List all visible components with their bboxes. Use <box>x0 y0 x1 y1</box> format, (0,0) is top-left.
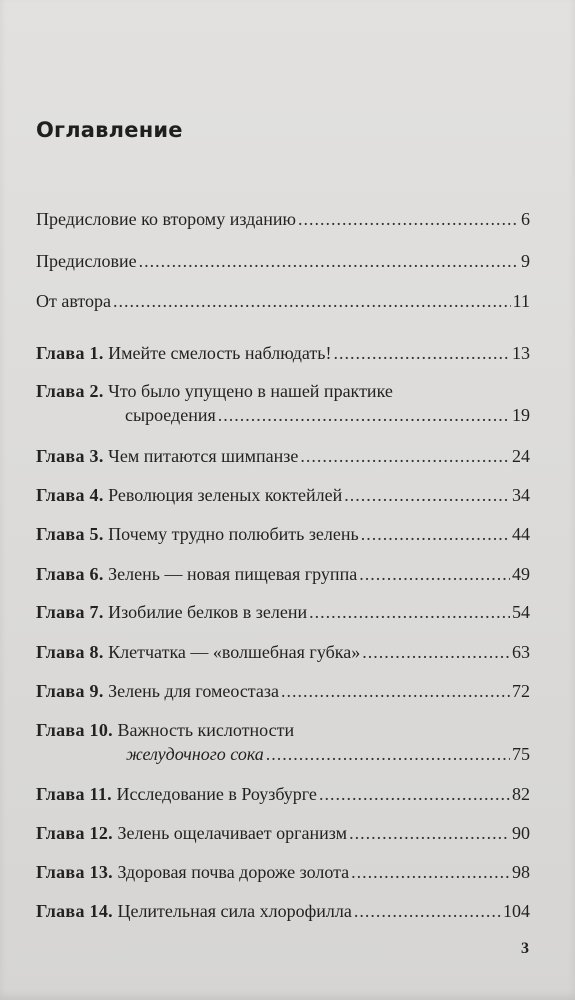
chapter-title: Что было упущено в нашей практике <box>108 381 393 401</box>
page-number: 3 <box>521 940 529 957</box>
toc-entry-text: От автора <box>36 291 112 311</box>
chapter-title: Зелень для гомеостаза <box>108 681 279 701</box>
toc-entry-chapter-12 <box>36 822 530 844</box>
chapter-title: Чем питаются шимпанзе <box>108 446 299 466</box>
toc-leader-dots <box>281 680 510 702</box>
chapter-label: Глава 14. <box>36 901 113 921</box>
toc-leader-dots <box>349 822 510 844</box>
chapter-label: Глава 9. <box>36 681 104 701</box>
chapter-title: Здоровая почва дороже золота <box>117 862 350 882</box>
chapter-label: Глава 1. <box>36 343 104 363</box>
toc-entry-page: 98 <box>512 862 530 882</box>
toc-leader-dots <box>362 641 510 663</box>
toc-entry-page: 34 <box>512 485 530 505</box>
toc-entry-page: 90 <box>512 823 530 843</box>
chapter-title: Имейте смелость наблюдать! <box>108 343 332 363</box>
chapter-title: Клетчатка — «волшебная губка» <box>108 642 361 662</box>
toc-entry-chapter-4 <box>36 484 530 506</box>
toc-entry-page: 82 <box>512 784 530 804</box>
page-title: Оглавление <box>36 118 183 142</box>
toc-entry-chapter-6 <box>36 563 530 585</box>
toc-leader-dots <box>344 484 510 506</box>
toc-leader-dots <box>309 601 510 623</box>
chapter-label: Глава 5. <box>36 524 104 544</box>
toc-entry-page: 11 <box>512 291 530 311</box>
chapter-label: Глава 12. <box>36 823 113 843</box>
toc-leader-dots <box>266 743 510 765</box>
chapter-label: Глава 2. <box>36 381 104 401</box>
toc-entry-chapter-11 <box>36 783 530 805</box>
toc-entry-page: 19 <box>512 405 530 425</box>
chapter-label: Глава 10. <box>36 720 113 740</box>
chapter-label: Глава 3. <box>36 446 104 466</box>
toc-leader-dots <box>354 900 501 922</box>
toc-entry-page: 13 <box>512 343 530 363</box>
toc-entry-page: 6 <box>521 209 530 229</box>
toc-entry-page: 104 <box>503 901 530 921</box>
toc-entry-page: 9 <box>521 251 530 271</box>
toc-entry-chapter-9 <box>36 680 530 702</box>
toc-entry-foreword-second-edition <box>36 208 530 230</box>
chapter-title: Почему трудно полюбить зелень <box>108 524 359 544</box>
toc-leader-dots <box>359 563 510 585</box>
chapter-label: Глава 7. <box>36 602 104 622</box>
toc-entry-page: 49 <box>512 564 530 584</box>
toc-entry-chapter-5 <box>36 523 530 545</box>
toc-entry-page: 75 <box>512 744 530 764</box>
chapter-label: Глава 8. <box>36 642 104 662</box>
toc-entry-from-author <box>36 290 530 312</box>
toc-leader-dots <box>113 290 511 312</box>
toc-leader-dots <box>334 342 511 364</box>
chapter-title-continued: желудочного сока <box>126 744 264 764</box>
chapter-title-continued: сыроедения <box>125 405 216 425</box>
toc-entry-chapter-10 <box>36 719 530 765</box>
toc-entry-chapter-8 <box>36 641 530 663</box>
toc-entry-page: 63 <box>512 642 530 662</box>
toc-entry-chapter-7 <box>36 601 530 623</box>
toc-leader-dots <box>298 208 519 230</box>
toc-entry-page: 44 <box>512 524 530 544</box>
toc-entry-chapter-1 <box>36 342 530 364</box>
toc-leader-dots <box>319 783 510 805</box>
toc-entry-chapter-13 <box>36 861 530 883</box>
chapter-label: Глава 4. <box>36 485 104 505</box>
toc-entry-text: Предисловие <box>36 251 137 271</box>
toc-entry-page: 24 <box>512 446 530 466</box>
chapter-title: Изобилие белков в зелени <box>108 602 308 622</box>
toc-entry-chapter-3 <box>36 445 530 467</box>
chapter-title: Зелень — новая пищевая группа <box>108 564 358 584</box>
toc-entry-chapter-2 <box>36 380 530 426</box>
chapter-title: Важность кислотности <box>117 720 295 740</box>
toc-entry-chapter-14 <box>36 900 530 922</box>
toc-leader-dots <box>139 250 519 272</box>
toc-entry-text: Предисловие ко второму изданию <box>36 209 296 229</box>
toc-entry-foreword <box>36 250 530 272</box>
toc-entry-page: 54 <box>512 602 530 622</box>
toc-leader-dots <box>300 445 510 467</box>
chapter-title: Исследование в Роузбурге <box>116 784 317 804</box>
chapter-label: Глава 6. <box>36 564 104 584</box>
toc-leader-dots <box>218 404 510 426</box>
chapter-label: Глава 11. <box>36 784 112 804</box>
chapter-title: Революция зеленых коктейлей <box>108 485 343 505</box>
chapter-title: Целительная сила хлорофилла <box>117 901 352 921</box>
chapter-title: Зелень ощелачивает организм <box>117 823 348 843</box>
toc-leader-dots <box>361 523 510 545</box>
chapter-label: Глава 13. <box>36 862 113 882</box>
toc-entry-page: 72 <box>512 681 530 701</box>
toc-leader-dots <box>351 861 510 883</box>
